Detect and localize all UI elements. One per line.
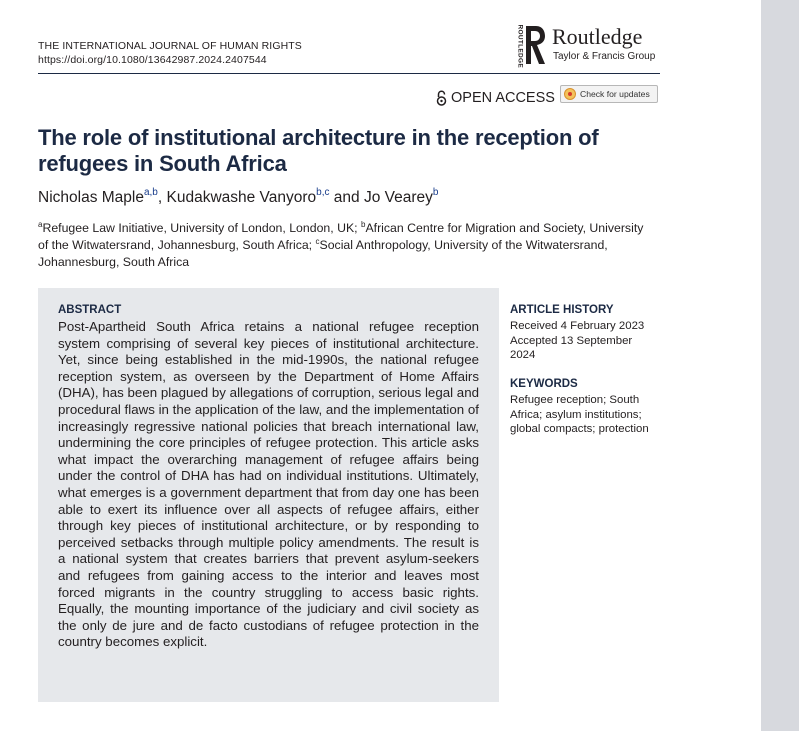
affiliation-mark: b [361, 220, 366, 229]
doi-link[interactable]: https://doi.org/10.1080/13642987.2024.2407544 [38, 54, 267, 66]
check-for-updates-button[interactable] [560, 85, 658, 103]
journal-header [38, 39, 302, 67]
open-lock-icon [436, 90, 447, 106]
affiliations [38, 220, 648, 271]
received-date: Received 4 February 2023 [510, 320, 645, 332]
logo-vertical-text: ROUTLEDGE [516, 24, 524, 69]
open-access-label: OPEN ACCESS [451, 90, 555, 106]
author-name[interactable]: Nicholas Maple [38, 189, 144, 206]
keywords-heading: KEYWORDS [510, 378, 578, 390]
affiliation-text: Refugee Law Initiative, University of London, London, UK; [42, 221, 361, 235]
accepted-date: Accepted 13 September 2024 [510, 334, 633, 362]
open-access-badge [436, 89, 555, 107]
author-name[interactable]: Kudakwashe Vanyoro [166, 189, 317, 206]
author-affiliation-marks[interactable]: a,b [143, 187, 158, 198]
article-title: The role of institutional architecture in the reception of refugees in South Africa [38, 125, 599, 176]
author-list: Nicholas Maple$^{a,b}$, Kudakwashe Vanyoro$^{b,c}$ and Jo Vearey$^b$ [38, 187, 439, 206]
affiliation-mark: a [38, 220, 43, 229]
header-rule [38, 73, 660, 74]
author-affiliation-marks[interactable]: b [432, 187, 439, 198]
affiliation-text: Social Anthropology, University of the Witwatersrand, Johannesburg, South Africa [38, 238, 608, 269]
viewer-side-margin [761, 0, 799, 731]
author-affiliation-marks[interactable]: b,c [316, 187, 330, 198]
keywords-list: Refugee reception; South Africa; asylum institutions; global compacts; protection [510, 394, 649, 436]
article-history [510, 319, 660, 363]
publisher-brand: Routledge [552, 24, 643, 49]
publisher-group: Taylor & Francis Group [553, 51, 656, 62]
affiliation-text: African Centre for Migration and Society, University of the Witwatersrand, Johannesburg, South Africa; [38, 221, 644, 252]
routledge-r-icon [524, 24, 546, 66]
affiliation-mark: c [315, 237, 320, 246]
crossmark-icon [564, 88, 576, 100]
publisher-logo [514, 23, 664, 69]
journal-name: THE INTERNATIONAL JOURNAL OF HUMAN RIGHTS [38, 40, 302, 52]
abstract-heading: ABSTRACT [58, 304, 122, 316]
article-history-heading: ARTICLE HISTORY [510, 304, 614, 316]
abstract-body: Post-Apartheid South Africa retains a national refugee reception system comprising of several key pieces of institutional architecture. Yet, since being established in the mid-1990s, the national refugee reception system, as overseen by the Department of Home Affairs (DHA), has been plagued by allegations of corruption, serious legal and procedural flaws in the application of the law, and the implementation of increasingly regressive national policies that breach international law, undermining the core principles of refugee protection. This article asks what impact the overarching management of refugee affairs being under the control of DHA has had on individual institutions. Ultimately, what emerges is a government department that from day one has been able to exert its influence over all aspects of refugee affairs, either through key pieces of institutional architecture, or by responding to perceived setbacks through multiple policy amendments. The result is a national system that creates barriers that prevent asylum-seekers and refugees from gaining access to the interior and leaves most forced migrants in the country struggling to access basic rights. Equally, the mounting importance of the judiciary and civil society as the only de jure and de facto custodians of refugee protection in the country becomes explicit. [58, 319, 479, 650]
author-name[interactable]: Jo Vearey [363, 189, 433, 206]
check-for-updates-label: Check for updates [580, 89, 650, 99]
